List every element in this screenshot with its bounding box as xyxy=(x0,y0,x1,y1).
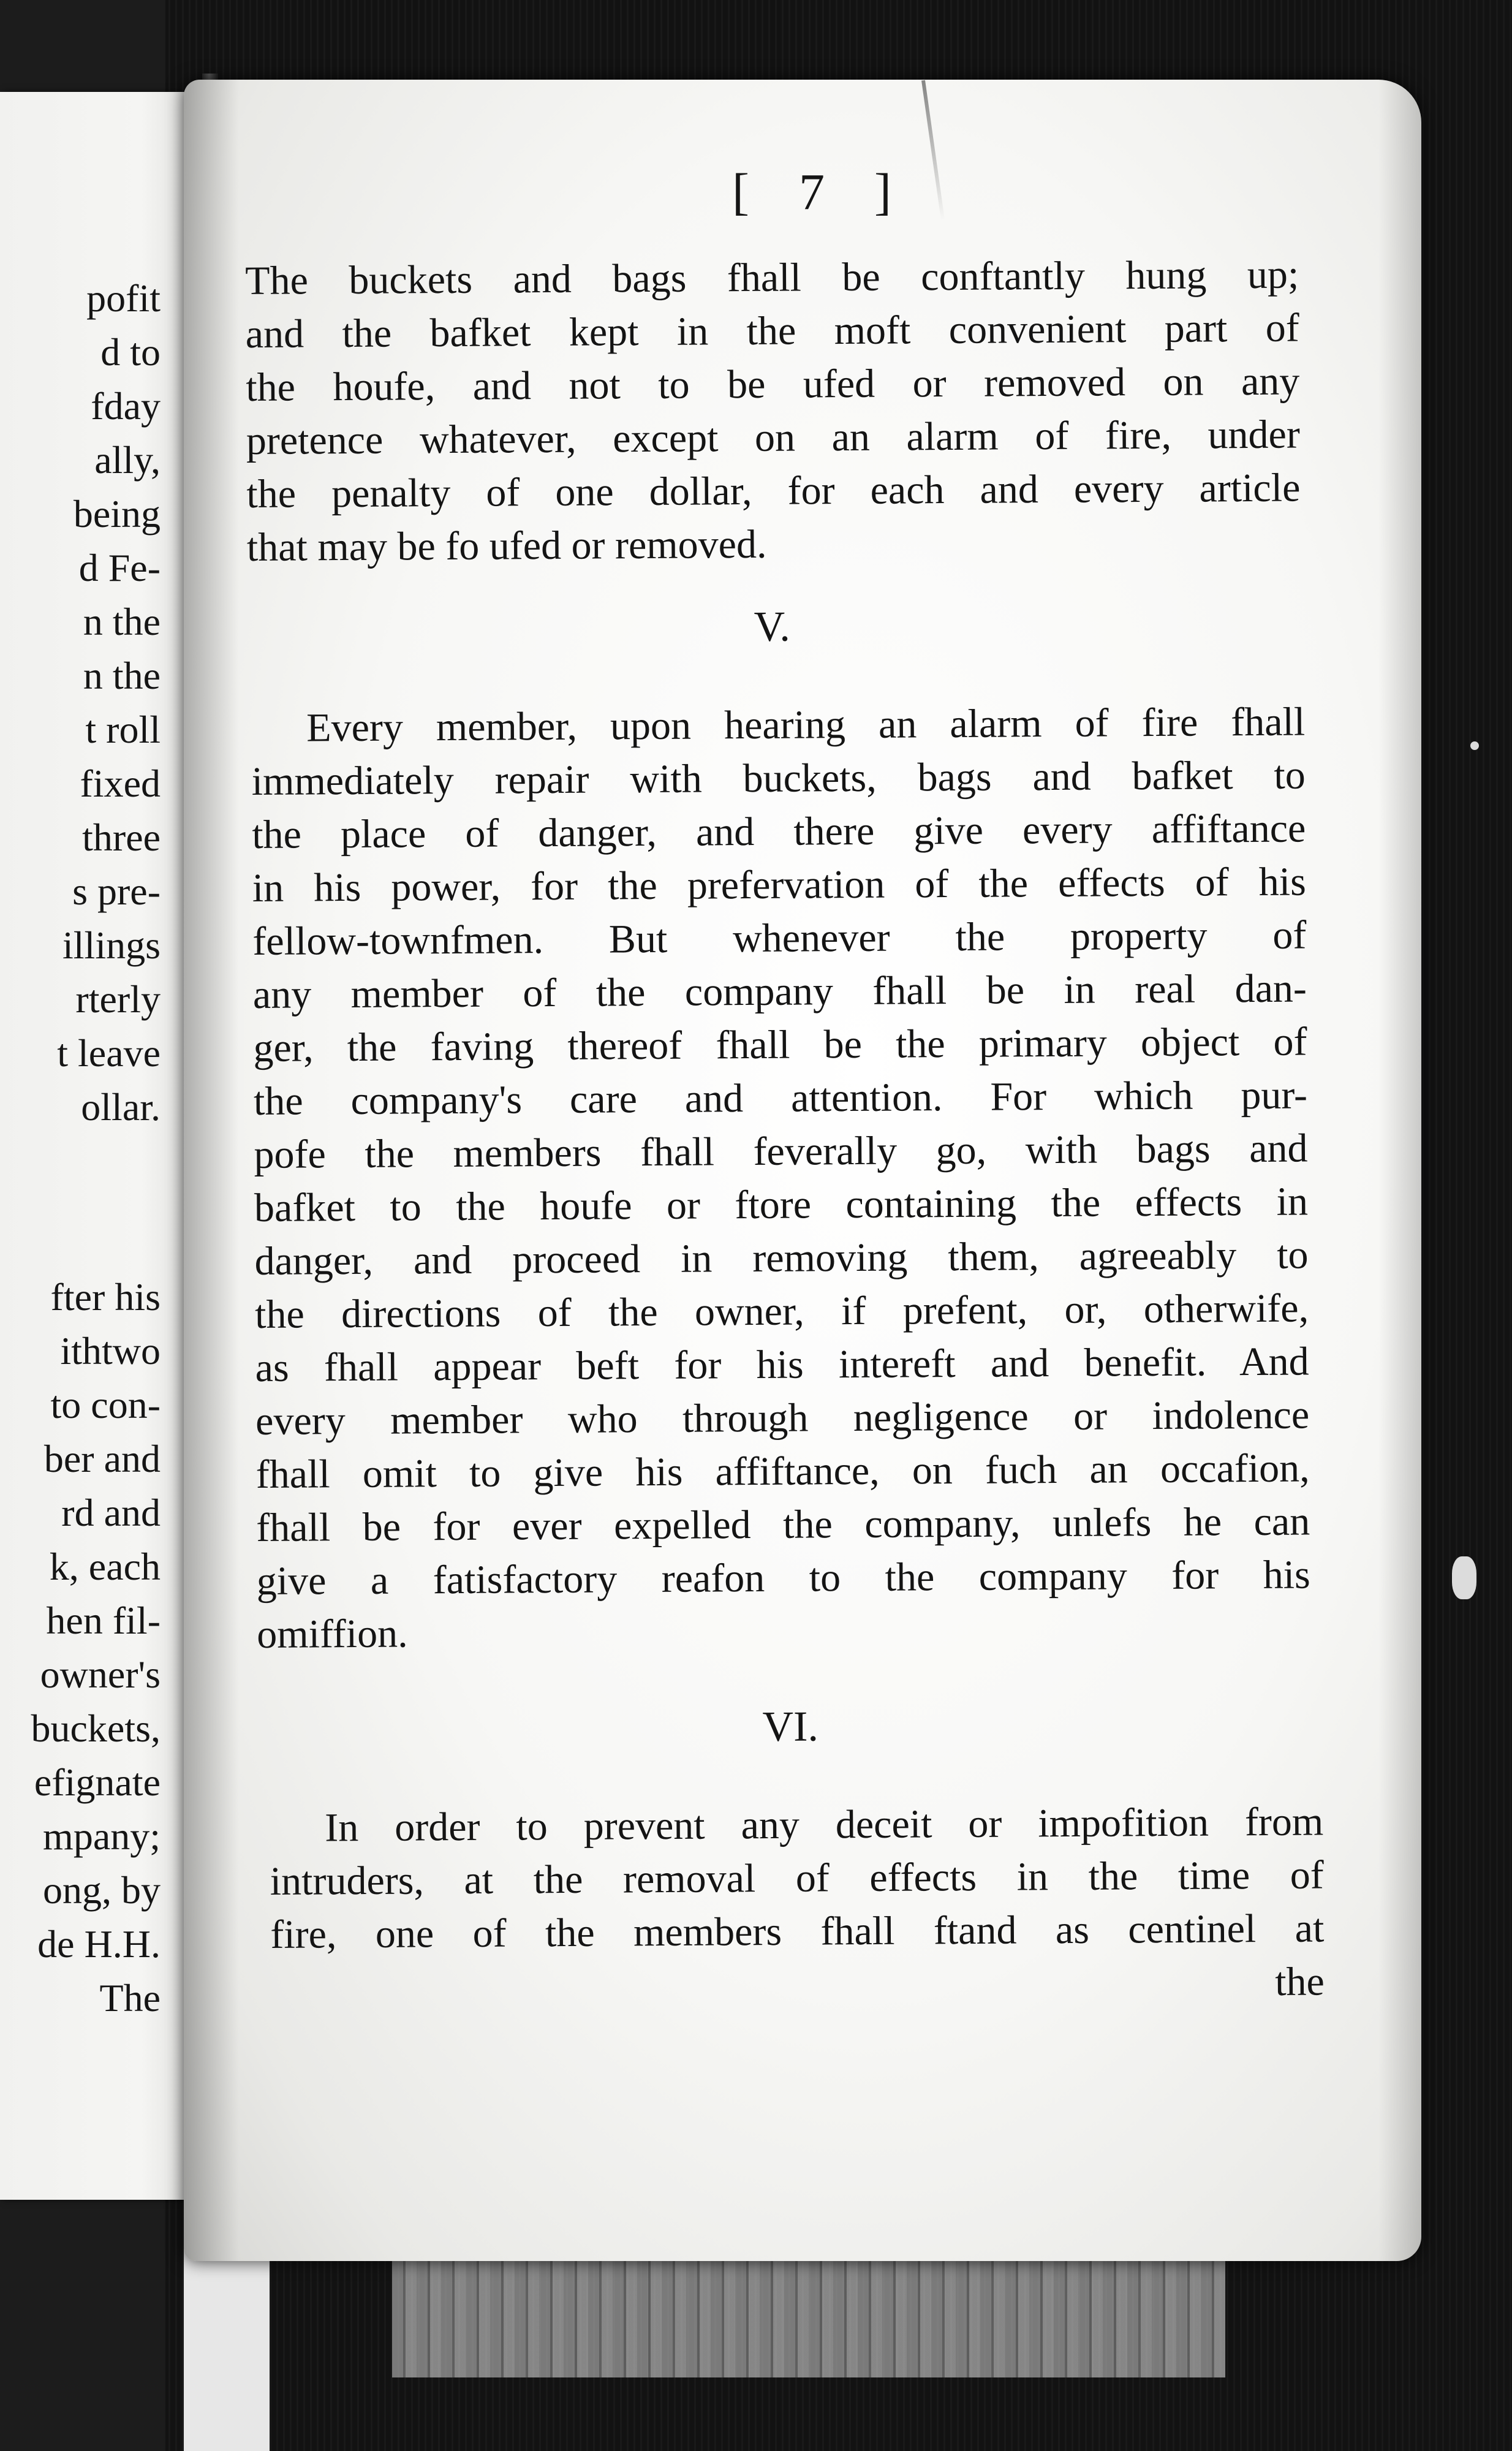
facing-page-line: efignate xyxy=(34,1760,161,1804)
facing-page-line: d Fe- xyxy=(78,546,161,589)
facing-page-line: ong, by xyxy=(43,1868,161,1912)
text-line: ger, the faving thereof fhall be the primary object of xyxy=(253,1019,1307,1070)
section-vi-body xyxy=(270,1795,1325,2015)
facing-page-line: fter his xyxy=(50,1275,161,1319)
facing-page-line: to con- xyxy=(50,1383,161,1426)
facing-page-line: t leave xyxy=(57,1031,161,1075)
facing-page-line: illings xyxy=(62,923,161,967)
section-vi xyxy=(263,1697,1317,1757)
text-line: In order to prevent any deceit or impofition from xyxy=(325,1799,1324,1851)
facing-page-line: t roll xyxy=(85,708,161,751)
facing-page-line: buckets, xyxy=(31,1707,161,1750)
text-line: The buckets and bags fhall be conftantly hung up; xyxy=(245,252,1299,303)
page-edge-shadow xyxy=(1378,80,1421,2261)
page-number: [ 7 ] xyxy=(732,164,910,221)
scan-artifact xyxy=(1452,1556,1476,1599)
text-line: bafket to the houfe or ftore containing the effects in xyxy=(254,1179,1309,1230)
facing-page-line: hen fil- xyxy=(46,1599,161,1642)
section-v-body xyxy=(251,695,1311,1661)
facing-page-line: ber and xyxy=(43,1437,161,1480)
facing-page-line: d to xyxy=(100,330,161,374)
text-line: as fhall appear beft for his intereft and benefit. And xyxy=(255,1339,1309,1390)
text-line: fellow-townfmen. But whenever the property of xyxy=(252,912,1307,964)
facing-page-line: rd and xyxy=(61,1491,161,1534)
facing-page-line: n the xyxy=(83,654,161,697)
text-line: fhall be for ever expelled the company, unlefs he can xyxy=(256,1499,1310,1550)
text-line: the penalty of one dollar, for each and every article xyxy=(246,465,1301,517)
section-v xyxy=(245,597,1299,657)
text-line: any member of the company fhall be in real dan- xyxy=(252,966,1307,1017)
text-line: danger, and proceed in removing them, agreeably to xyxy=(254,1232,1309,1284)
section-heading: V. xyxy=(754,603,790,651)
text-line: fhall omit to give his affiftance, on fuch an occafion, xyxy=(255,1445,1310,1497)
facing-page-line: rterly xyxy=(75,977,161,1021)
text-line: the directions of the owner, if prefent, or, otherwife, xyxy=(254,1286,1309,1337)
facing-page-line: owner's xyxy=(40,1653,161,1696)
facing-page-line: ollar. xyxy=(81,1085,161,1129)
text-line: pretence whatever, except on an alarm of fire, under xyxy=(246,412,1301,463)
facing-page xyxy=(0,92,202,2200)
section-iv-continuation xyxy=(245,248,1301,574)
book-page xyxy=(184,80,1421,2261)
text-line: fire, one of the members fhall ftand as centinel at xyxy=(270,1906,1325,1957)
text-line: that may be fo ufed or removed. xyxy=(246,521,767,570)
facing-page-line: de H.H. xyxy=(37,1922,161,1966)
spine-shadow xyxy=(184,80,239,2261)
facing-page-line: ithtwo xyxy=(60,1329,161,1373)
facing-page-line: pofit xyxy=(86,276,161,320)
facing-page-line: mpany; xyxy=(43,1814,161,1858)
text-line: the company's care and attention. For which pur- xyxy=(253,1072,1308,1124)
text-line: omiffion. xyxy=(257,1611,408,1657)
catchword: the xyxy=(1274,1959,1325,2004)
section-heading: VI. xyxy=(762,1703,819,1751)
text-line: the place of danger, and there give every affiftance xyxy=(252,806,1306,857)
text-line: pofe the members fhall feverally go, with bags and xyxy=(254,1126,1308,1177)
text-line: give a fatisfactory reafon to the company for his xyxy=(256,1552,1310,1604)
text-line: every member who through negligence or indolence xyxy=(255,1392,1310,1444)
scan-artifact xyxy=(1470,741,1479,750)
text-line: and the bafket kept in the moft convenient part of xyxy=(245,305,1299,357)
facing-page-line: ally, xyxy=(94,438,161,482)
facing-page-line: s pre- xyxy=(72,869,161,913)
text-line: in his power, for the prefervation of the effects of his xyxy=(252,859,1307,911)
text-line: the houfe, and not to be ufed or removed on any xyxy=(246,358,1300,410)
facing-page-line: The xyxy=(99,1976,161,2020)
facing-page-line: three xyxy=(82,816,161,859)
text-line: intruders, at the removal of effects in the time of xyxy=(270,1852,1324,1904)
facing-page-line: being xyxy=(73,492,161,536)
facing-page-line: fixed xyxy=(80,762,161,805)
text-line: Every member, upon hearing an alarm of fire fhall xyxy=(306,699,1306,751)
text-line: immediately repair with buckets, bags and bafket to xyxy=(251,752,1306,804)
facing-page-line: fday xyxy=(91,384,161,428)
facing-page-line: n the xyxy=(83,600,161,643)
facing-page-line: k, each xyxy=(49,1545,161,1588)
